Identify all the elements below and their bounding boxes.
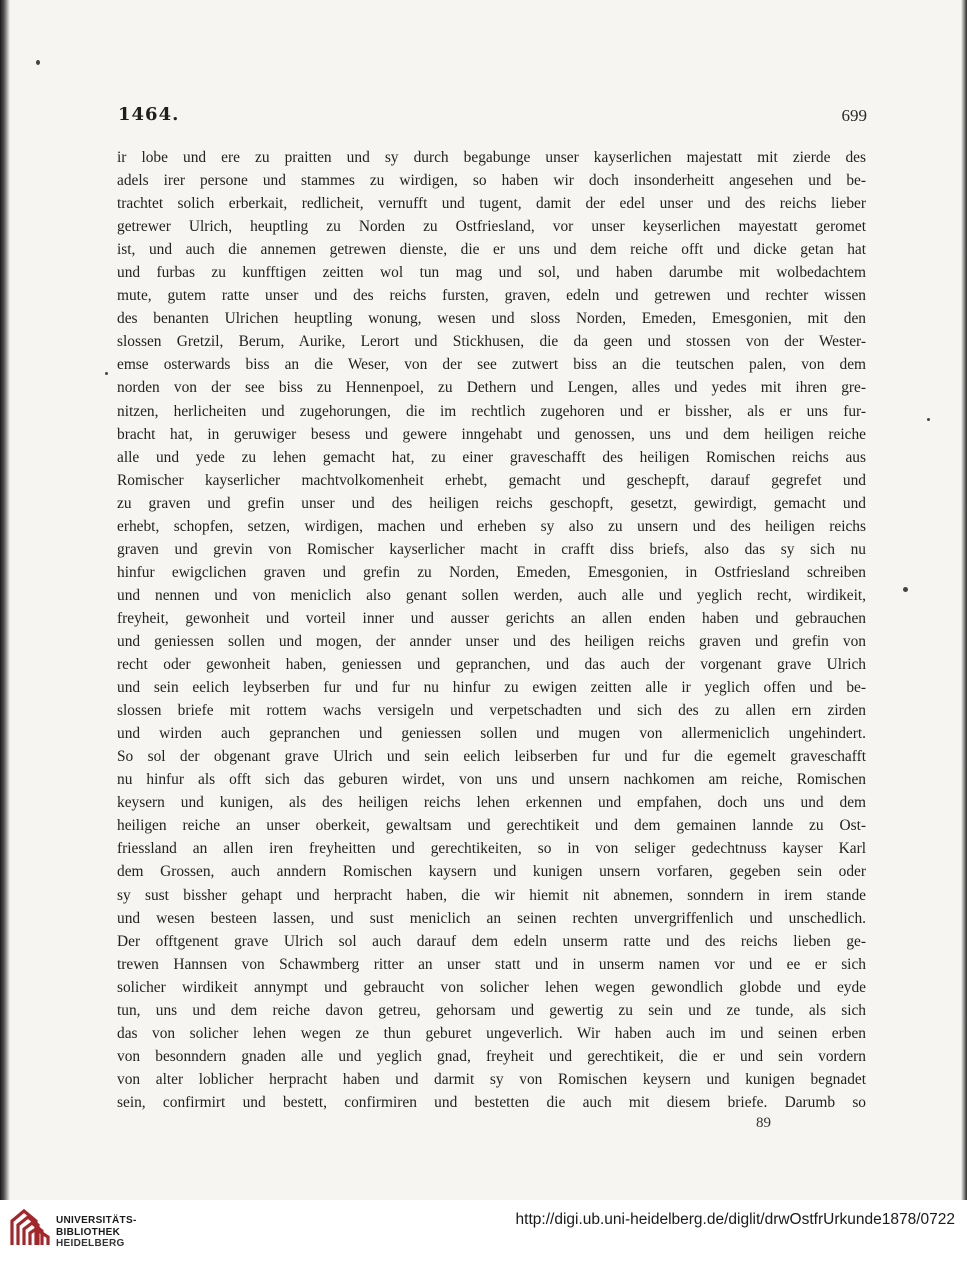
text-line: getrewer Ulrich, heuptling zu Norden zu Ostfriesland, vor unser keyserlichen mayestatt geromet — [117, 218, 866, 236]
text-line: ist, und auch die annemen getrewen dienste, die er uns und dem reiche offt und dicke getan hat — [117, 241, 866, 259]
text-line: erhebt, schopfen, setzen, wirdigen, machen und erheben sy also zu unsern und des heiligen reichs — [117, 517, 866, 535]
scan-speck — [105, 372, 108, 375]
text-line: trewen Hannsen von Schawmberg ritter an unser statt und in unserm namen vor und ee er sich — [117, 955, 866, 973]
text-line: graven und grevin von Romischer kayserlicher macht in crafft diss briefs, also das sy sich nu — [117, 540, 866, 558]
text-line: von besonndern gnaden alle und yeglich gnad, freyheit und gerechtikeit, die er und sein vordern — [117, 1047, 866, 1065]
scan-edge-left — [0, 0, 10, 1200]
text-line: recht oder gewonheit haben, geniessen und gepranchen, und das auch der vorgenant grave Ulrich — [117, 656, 866, 674]
library-name-line2: BIBLIOTHEK — [56, 1226, 121, 1238]
text-line: und sein eelich leybserben fur und fur nu hinfur zu ewigen zeitten alle ir yeglich offen und be- — [117, 679, 866, 697]
text-line: des benanten Ulrichen heuptling wonung, wesen und sloss Norden, Emeden, Emesgonien, mit den — [117, 310, 866, 328]
library-name — [56, 1215, 137, 1250]
library-name-line3: HEIDELBERG — [56, 1238, 125, 1249]
text-line: freyheit, gewonheit und vorteil inner und ausser gerichts an allen enden haben und gebrauchen — [117, 609, 866, 627]
page-number: 699 — [841, 106, 867, 125]
scan-speck — [36, 60, 40, 65]
text-line: trachtet solich erberkait, redlicheit, vernufft und tugent, damit der edel unser und des reichs lieber — [117, 195, 866, 213]
scan-edge-right — [961, 0, 967, 1200]
body-text — [117, 146, 866, 1114]
text-line: slossen Gretzil, Berum, Aurike, Lerort und Stickhusen, die da geen und stossen von der Wester- — [117, 333, 866, 351]
text-line: nitzen, herlicheiten und zugehorungen, die im rechtlich zugehoren und er bissher, als er uns fur- — [117, 402, 866, 420]
text-line: solicher wirdikeit annympt und gebraucht von solicher lehen wegen gewondlich globde und eyde — [117, 978, 866, 996]
signature-mark: 89 — [756, 1115, 771, 1131]
text-line: slossen briefe mit rottem wachs versigeln und verpetschadten und sich des zu allen ern zirden — [117, 702, 866, 720]
library-name-line1: UNIVERSITÄTS- — [56, 1215, 137, 1226]
text-line: alle und yede zu lehen gemacht hat, zu einer graveschafft des heiligen Romischen reichs aus — [117, 448, 866, 466]
text-line: mute, gutem ratte unser und des reichs fursten, graven, edeln und getrewen und rechter wissen — [117, 287, 866, 305]
text-line: norden von der see biss zu Hennenpoel, zu Dethern und Lengen, alles und yedes mit ihren gre- — [117, 379, 866, 397]
text-line: So sol der obgenant grave Ulrich und sein eelich leibserben fur und fur die egemelt graveschafft — [117, 748, 866, 766]
text-line: emse osterwards biss an die Weser, von der see zutwert biss an die teutschen palen, von dem — [117, 356, 866, 374]
text-line: von alter loblicher herpracht haben und darmit sy von Romischen keysern und kunigen begnadet — [117, 1070, 866, 1088]
scan-speck — [903, 587, 908, 592]
text-line: adels irer persone und stammes zu wirdigen, so haben wir doch insonderheitt angesehen und be- — [117, 172, 866, 190]
text-line: sy sust bissher gehapt und herpracht haben, die wir hiemit nit abnemen, sonndern in irem stande — [117, 886, 866, 904]
text-line: und geniessen sollen und mogen, der annder unser und des heiligen reichs graven und grefin von — [117, 632, 866, 650]
text-line: nu hinfur als offt sich das geburen wirdet, von uns und unsern nachkomen am reiche, Romischen — [117, 771, 866, 789]
scan-speck — [927, 418, 930, 421]
text-line: friessland an allen iren freyheitten und gerechtikeiten, so in von seliger gedechtnuss kayser Karl — [117, 840, 866, 858]
permalink-url[interactable]: http://digi.ub.uni-heidelberg.de/diglit/drwOstfrUrkunde1878/0722 — [515, 1211, 955, 1228]
text-line: das von solicher lehen wegen ze thun geburet ungeverlich. Wir haben auch im und seinen erben — [117, 1024, 866, 1042]
text-line: Romischer kayserlicher machtvolkomenheit erhebt, gemacht und geschepft, darauf gegrefet und — [117, 471, 866, 489]
text-line: heiligen reiche an unser oberkeit, gewaltsam und gerechtikeit und dem gemainen lannde zu Ost- — [117, 817, 866, 835]
text-line: keysern und kunigen, als des heiligen reichs lehen erkennen und empfahen, doch uns und dem — [117, 794, 866, 812]
library-logo-icon[interactable] — [8, 1205, 52, 1251]
text-line: tun, uns und dem reiche davon getreu, gehorsam und gewertig zu sein und ze tunde, als sich — [117, 1001, 866, 1019]
text-line: und furbas zu kunfftigen zeitten wol tun mag und sol, und haben darumbe mit wolbedachtem — [117, 264, 866, 282]
text-line: zu graven und grefin unser und des heiligen reichs geschopft, gesetzt, gewirdigt, gemacht und — [117, 494, 866, 512]
text-line: hinfur ewigclichen graven und grefin zu Norden, Emeden, Emesgonien, in Ostfriesland schreiben — [117, 563, 866, 581]
text-line: Der offtgenent grave Ulrich sol auch darauf dem edeln unserm ratte und des reichs lieben ge- — [117, 932, 866, 950]
text-line: bracht hat, in geruwiger besess und gewere inngehabt und genossen, uns und dem heiligen reiche — [117, 425, 866, 443]
running-head-year: 1464. — [118, 104, 180, 125]
text-line: sein, confirmirt und bestett, confirmiren und bestetten die auch mit diesem briefe. Darumb so — [117, 1093, 866, 1111]
text-line: und wesen besteen lassen, und sust meniclich an seinen rechten unvergriffenlich und unschedlich. — [117, 909, 866, 927]
text-line: ir lobe und ere zu praitten und sy durch begabunge unser kayserlichen majestatt mit zierde des — [117, 149, 866, 166]
text-line: und nennen und von meniclich also genant sollen werden, auch alle und yeglich recht, wirdikeit, — [117, 586, 866, 604]
text-line: und wirden auch gepranchen und geniessen sollen und mugen von allermeniclich ungehindert. — [117, 725, 866, 743]
text-line: dem Grossen, auch anndern Romischen kaysern und kunigen unsern vorfaren, gegeben sein oder — [117, 863, 866, 881]
